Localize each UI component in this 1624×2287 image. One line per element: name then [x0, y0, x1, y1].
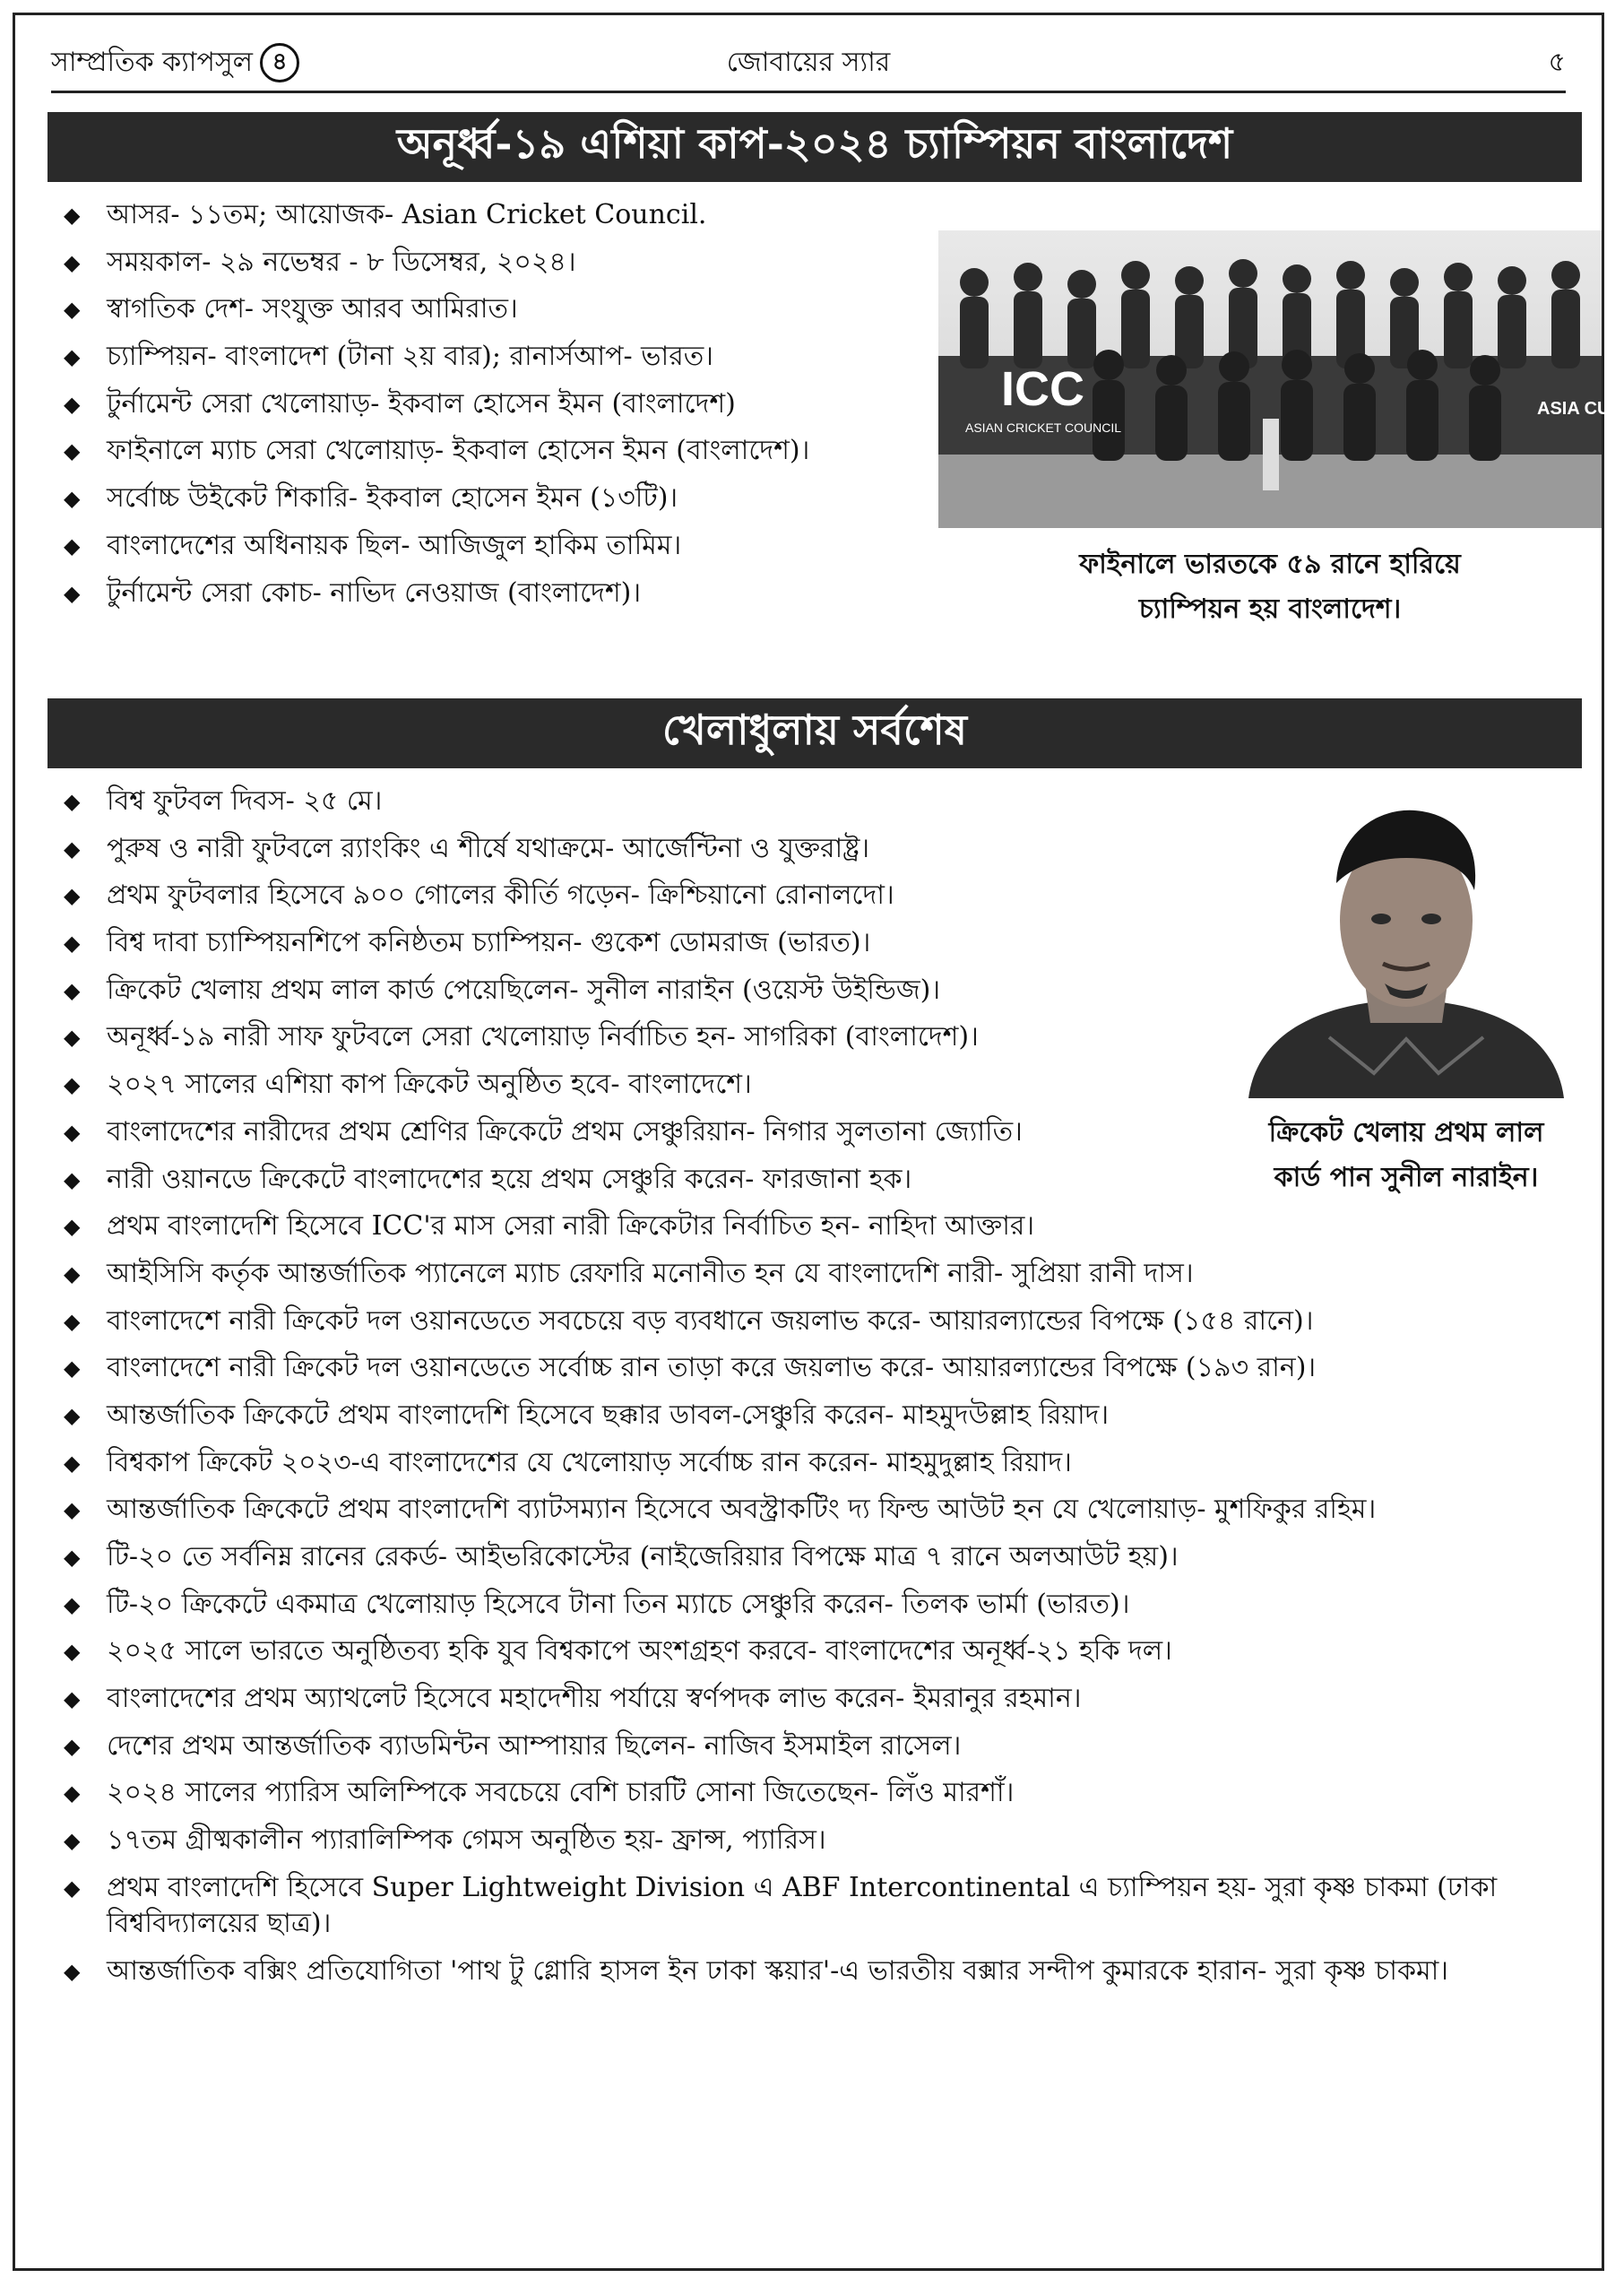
list-item: ◆ ২০২৭ সালের এশিয়া কাপ ক্রিকেট অনুষ্ঠিত হবে- বাংলাদেশে। [40, 1067, 1600, 1103]
list-item: ◆ আইসিসি কর্তৃক আন্তর্জাতিক প্যানেলে ম্যাচ রেফারি মনোনীত হন যে বাংলাদেশি নারী- সুপ্রিয়া রানী দাস। [40, 1256, 1600, 1292]
list-item: ◆ বাংলাদেশে নারী ক্রিকেট দল ওয়ানডেতে সবচেয়ে বড় ব্যবধানে জয়লাভ করে- আয়ারল্যান্ডের বিপক্ষে (১৫৪ রানে)। [40, 1304, 1600, 1339]
page-number: ৫ [1548, 46, 1566, 78]
list-item: ◆ বিশ্বকাপ ক্রিকেট ২০২৩-এ বাংলাদেশের যে খেলোয়াড় সর্বোচ্চ রান করেন- মাহমুদুল্লাহ রিয়াদ। [40, 1445, 1600, 1481]
list-item: ◆ প্রথম বাংলাদেশি হিসেবে ICC'র মাস সেরা নারী ক্রিকেটার নির্বাচিত হন- নাহিদা আক্তার। [40, 1208, 1600, 1244]
capsule-title: সাম্প্রতিক ক্যাপসুল [51, 46, 254, 78]
list-item: ◆ দেশের প্রথম আন্তর্জাতিক ব্যাডমিন্টন আম্পায়ার ছিলেন- নাজিব ইসমাইল রাসেল। [40, 1728, 1600, 1764]
list-item: ◆ সময়কাল- ২৯ নভেম্বর - ৮ ডিসেম্বর, ২০২৪। [40, 245, 955, 281]
list-item: ◆ স্বাগতিক দেশ- সংযুক্ত আরব আমিরাত। [40, 291, 955, 327]
list-item: ◆ ২০২৪ সালের প্যারিস অলিম্পিকে সবচেয়ে বেশি চারটি সোনা জিতেছেন- লিঁও মারশাঁ। [40, 1775, 1600, 1811]
list-item: ◆ নারী ওয়ানডে ক্রিকেটে বাংলাদেশের হয়ে প্রথম সেঞ্চুরি করেন- ফারজানা হক। [40, 1162, 1600, 1198]
champion-team-photo [938, 230, 1622, 528]
list-item: ◆ ১৭তম গ্রীষ্মকালীন প্যারালিম্পিক গেমস অনুষ্ঠিত হয়- ফ্রান্স, প্যারিস। [40, 1823, 1600, 1858]
team-photo-caption [938, 542, 1602, 632]
team-photo-caption-line2: চ্যাম্পিয়ন হয় বাংলাদেশ। [1138, 593, 1402, 625]
section1-list [40, 197, 955, 622]
author-name: জোবায়ের স্যার [726, 46, 891, 78]
list-item: ◆ ক্রিকেট খেলায় প্রথম লাল কার্ড পেয়েছিলেন- সুনীল নারাইন (ওয়েস্ট উইন্ডিজ)। [40, 973, 1600, 1009]
asia-cup-logo-text: ASIA CUP [1537, 399, 1622, 419]
list-item: ◆ বাংলাদেশের নারীদের প্রথম শ্রেণির ক্রিকেটে প্রথম সেঞ্চুরিয়ান- নিগার সুলতানা জ্যোতি। [40, 1114, 1600, 1150]
team-photo-graphic [938, 230, 1622, 528]
page-frame [13, 13, 1622, 2271]
list-item: ◆ চ্যাম্পিয়ন- বাংলাদেশ (টানা ২য় বার); রানার্সআপ- ভারত। [40, 339, 955, 375]
sunil-narine-photo [1231, 804, 1582, 1098]
list-item: ◆ বাংলাদেশে নারী ক্রিকেট দল ওয়ানডেতে সর্বোচ্চ রান তাড়া করে জয়লাভ করে- আয়ারল্যান্ডের বিপক্ষে (১৯৩ রান)। [40, 1350, 1600, 1386]
list-item: ◆ বিশ্ব দাবা চ্যাম্পিয়নশিপে কনিষ্ঠতম চ্যাম্পিয়ন- গুকেশ ডোমরাজ (ভারত)। [40, 925, 1600, 961]
list-item: ◆ ফাইনালে ম্যাচ সেরা খেলোয়াড়- ইকবাল হোসেন ইমন (বাংলাদেশ)। [40, 433, 955, 469]
capsule-number-badge: ৪ [260, 43, 299, 82]
list-item: ◆ আন্তর্জাতিক ক্রিকেটে প্রথম বাংলাদেশি ব্যাটসম্যান হিসেবে অবস্ট্রাকটিং দ্য ফিল্ড আউট হন যে খেলোয়াড়- মুশফিকুর রহিম। [40, 1492, 1600, 1528]
list-item: ◆ প্রথম বাংলাদেশি হিসেবে Super Lightweight Division এ ABF Intercontinental এ চ্যাম্পিয়ন হয়- সুরা কৃষ্ণ চাকমা (ঢাকা বিশ্ববিদ্যালয়ের ছাত্র)। [40, 1870, 1600, 1942]
list-item: ◆ আন্তর্জাতিক ক্রিকেটে প্রথম বাংলাদেশি হিসেবে ছক্কার ডাবল-সেঞ্চুরি করেন- মাহমুদউল্লাহ রিয়াদ। [40, 1398, 1600, 1434]
narine-photo-caption [1231, 1111, 1582, 1200]
narine-photo-caption-line2: কার্ড পান সুনীল নারাইন। [1274, 1162, 1539, 1193]
icc-logo-subtext: ASIAN CRICKET COUNCIL [965, 420, 1121, 435]
list-item: ◆ বাংলাদেশের প্রথম অ্যাথলেট হিসেবে মহাদেশীয় পর্যায়ে স্বর্ণপদক লাভ করেন- ইমরানুর রহমান। [40, 1681, 1600, 1717]
header-left [51, 40, 299, 86]
list-item: ◆ অনূর্ধ্ব-১৯ নারী সাফ ফুটবলে সেরা খেলোয়াড় নির্বাচিত হন- সাগরিকা (বাংলাদেশ)। [40, 1019, 1600, 1055]
list-item: ◆ সর্বোচ্চ উইকেট শিকারি- ইকবাল হোসেন ইমন (১৩টি)। [40, 481, 955, 516]
portrait-graphic [1231, 804, 1582, 1098]
list-item: ◆ টুর্নামেন্ট সেরা কোচ- নাভিদ নেওয়াজ (বাংলাদেশ)। [40, 576, 955, 611]
list-item: ◆ আসর- ১১তম; আয়োজক- Asian Cricket Council. [40, 197, 955, 233]
list-item: ◆ টুর্নামেন্ট সেরা খেলোয়াড়- ইকবাল হোসেন ইমন (বাংলাদেশ) [40, 386, 955, 422]
list-item: ◆ বাংলাদেশের অধিনায়ক ছিল- আজিজুল হাকিম তামিম। [40, 528, 955, 564]
narine-photo-caption-line1: ক্রিকেট খেলায় প্রথম লাল [1268, 1117, 1544, 1148]
icc-logo-text: ICC [1001, 362, 1084, 416]
list-item: ◆ ২০২৫ সালে ভারতে অনুষ্ঠিতব্য হকি যুব বিশ্বকাপে অংশগ্রহণ করবে- বাংলাদেশের অনূর্ধ্ব-২১ হকি দল। [40, 1633, 1600, 1669]
list-item: ◆ পুরুষ ও নারী ফুটবলে র‍্যাংকিং এ শীর্ষে যথাক্রমে- আর্জেন্টিনা ও যুক্তরাষ্ট্র। [40, 831, 1600, 867]
list-item: ◆ টি-২০ তে সর্বনিম্ন রানের রেকর্ড- আইভরিকোস্টের (নাইজেরিয়ার বিপক্ষে মাত্র ৭ রানে অলআউট হয়)। [40, 1539, 1600, 1575]
page-header [51, 35, 1566, 93]
list-item: ◆ বিশ্ব ফুটবল দিবস- ২৫ মে। [40, 784, 1600, 819]
list-item: ◆ আন্তর্জাতিক বক্সিং প্রতিযোগিতা 'পাথ টু গ্লোরি হাসল ইন ঢাকা স্কয়ার'-এ ভারতীয় বক্সার সন্দীপ কুমারকে হারান- সুরা কৃষ্ণ চাকমা। [40, 1953, 1600, 1989]
team-photo-caption-line1: ফাইনালে ভারতকে ৫৯ রানে হারিয়ে [1079, 549, 1461, 580]
section1-banner: অনূর্ধ্ব-১৯ এশিয়া কাপ-২০২৪ চ্যাম্পিয়ন বাংলাদেশ [48, 112, 1582, 182]
list-item: ◆ প্রথম ফুটবলার হিসেবে ৯০০ গোলের কীর্তি গড়েন- ক্রিশ্চিয়ানো রোনালদো। [40, 878, 1600, 914]
list-item: ◆ টি-২০ ক্রিকেটে একমাত্র খেলোয়াড় হিসেবে টানা তিন ম্যাচে সেঞ্চুরি করেন- তিলক ভার্মা (ভারত)। [40, 1587, 1600, 1623]
section2-banner: খেলাধুলায় সর্বশেষ [48, 698, 1582, 768]
